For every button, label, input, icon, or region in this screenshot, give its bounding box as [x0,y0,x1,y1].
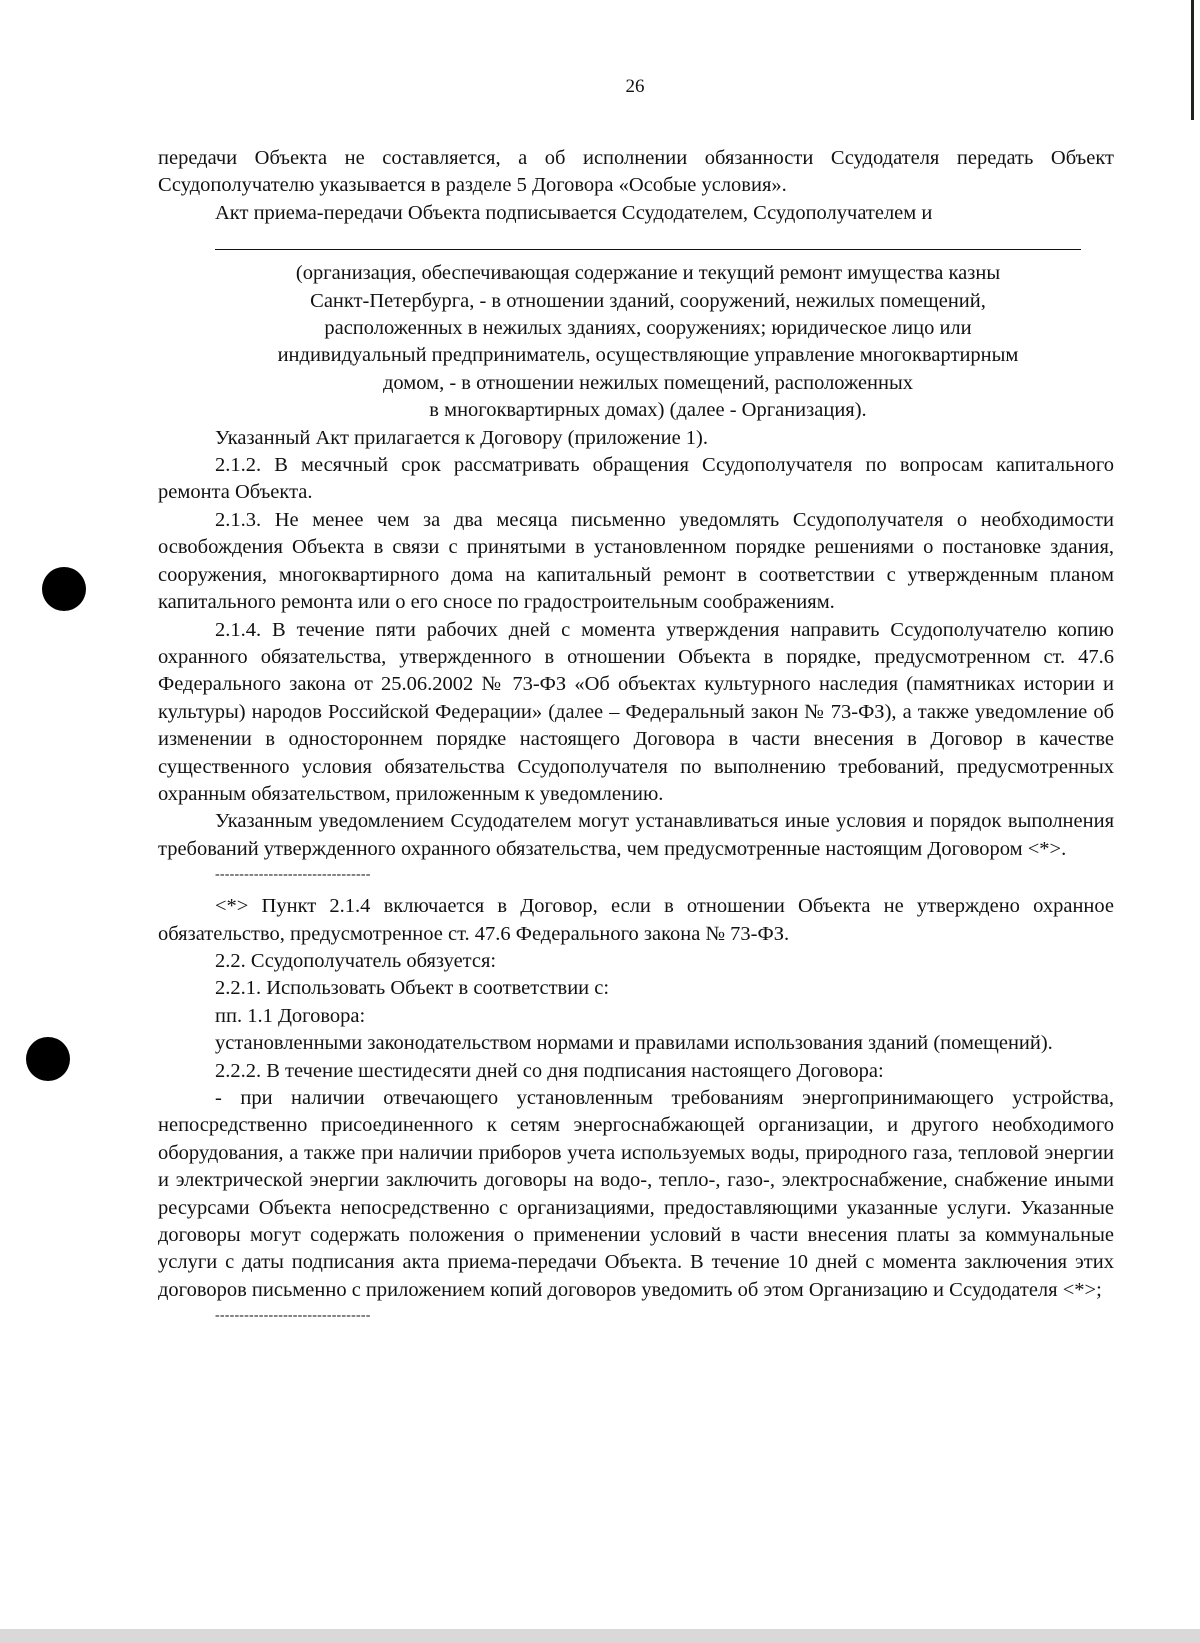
clause-2-1-2: 2.1.2. В месячный срок рассматривать обращения Ссудополучателя по вопросам капитального ремонта Объекта. [158,454,1114,504]
note-line: (организация, обеспечивающая содержание и текущий ремонт имущества казны [295,262,1001,285]
binder-hole-bottom [26,1037,70,1081]
clause-2-2-1-item-2: установленными законодательством нормами и правилами использования зданий (помещений). [215,1032,1053,1055]
paragraph-transfer-act: передачи Объекта не составляется, а об исполнении обязанности Ссудодателя передать Объект Ссудополучателю указывается в разделе 5 Договора «Особые условия». [158,147,1114,197]
fill-in-line [215,249,1081,250]
paragraph-notification-conditions: Указанным уведомлением Ссудодателем могут устанавливаться иные условия и порядок выполнения требований утвержденного охранного обязательства, чем предусмотренные настоящим Договором <*>. [158,810,1114,860]
paragraph-act-signing: Акт приема-передачи Объекта подписывается Ссудодателем, Ссудополучателем и [215,201,933,224]
scan-edge-mark [1191,0,1194,120]
note-line: домом, - в отношении нежилых помещений, расположенных [382,371,914,394]
clause-2-2-1: 2.2.1. Использовать Объект в соответствии с: [215,977,610,1000]
note-line: Санкт-Петербурга, - в отношении зданий, сооружений, нежилых помещений, [310,289,986,312]
page-number: 26 [625,76,645,97]
clause-2-2-1-item-1: пп. 1.1 Договора: [215,1004,366,1027]
note-line: в многоквартирных домах) (далее - Организация). [429,399,867,422]
clause-2-2: 2.2. Ссудополучатель обязуется: [215,949,497,972]
organization-note [158,260,1081,424]
clause-2-2-2-item-1: - при наличии отвечающего установленным требованиям энергопринимающего устройства, непосредственно присоединенного к сетям энергоснабжающей организации, и другого необходимого оборудования, а также при наличии приборов учета используемых воды, природного газа, тепловой энергии и электрической энергии заключить договоры на водо-, тепло-, газо-, электроснабжение, снабжение иными ресурсами Объекта непосредственно с организациями, предоставляющими указанные услуги. Указанные договоры могут содержать положения о применении условий в части внесения платы за коммунальные услуги с даты подписания акта приема-передачи Объекта. В течение 10 дней с момента заключения этих договоров письменно с приложением копий договоров уведомить об этом Организацию и Ссудодателя <*>; [158,1087,1114,1301]
document-body [158,145,1114,1334]
clause-2-1-3: 2.1.3. Не менее чем за два месяца письменно уведомлять Ссудополучателя о необходимости освобождения Объекта в связи с принятыми в установленном порядке решениями о постановке здания, сооружения, многоквартирного дома на капитальный ремонт в соответствии с утвержденным планом капитального ремонта или о его сносе по градостроительным соображениям. [158,508,1114,614]
footnote-separator-bottom: -------------------------------- [215,1308,371,1324]
footnote-2-1-4: <*> Пункт 2.1.4 включается в Договор, если в отношении Объекта не утверждено охранное обязательство, предусмотренное ст. 47.6 Федерального закона № 73-ФЗ. [158,895,1114,945]
clause-2-2-2: 2.2.2. В течение шестидесяти дней со дня подписания настоящего Договора: [215,1059,884,1082]
paragraph-act-attached: Указанный Акт прилагается к Договору (приложение 1). [215,426,708,449]
binder-hole-top [42,567,86,611]
note-line: индивидуальный предприниматель, осуществляющие управление многоквартирным [277,344,1019,367]
clause-2-1-4: 2.1.4. В течение пяти рабочих дней с момента утверждения направить Ссудополучателю копию охранного обязательства, утвержденного в отношении Объекта в порядке, предусмотренном ст. 47.6 Федерального закона от 25.06.2002 № 73-ФЗ «Об объектах культурного наследия (памятниках истории и культуры) народов Российской Федерации» (далее – Федеральный закон № 73-ФЗ), а также уведомление об изменении в одностороннем порядке настоящего Договора в части внесения в Договор в качестве существенного условия обязательства Ссудополучателя по выполнению требований, предусмотренных охранным обязательством, приложенным к уведомлению. [158,618,1114,805]
scan-bottom-band [0,1629,1200,1643]
footnote-separator: -------------------------------- [215,867,371,883]
note-line: расположенных в нежилых зданиях, сооружениях; юридическое лицо или [324,317,972,340]
